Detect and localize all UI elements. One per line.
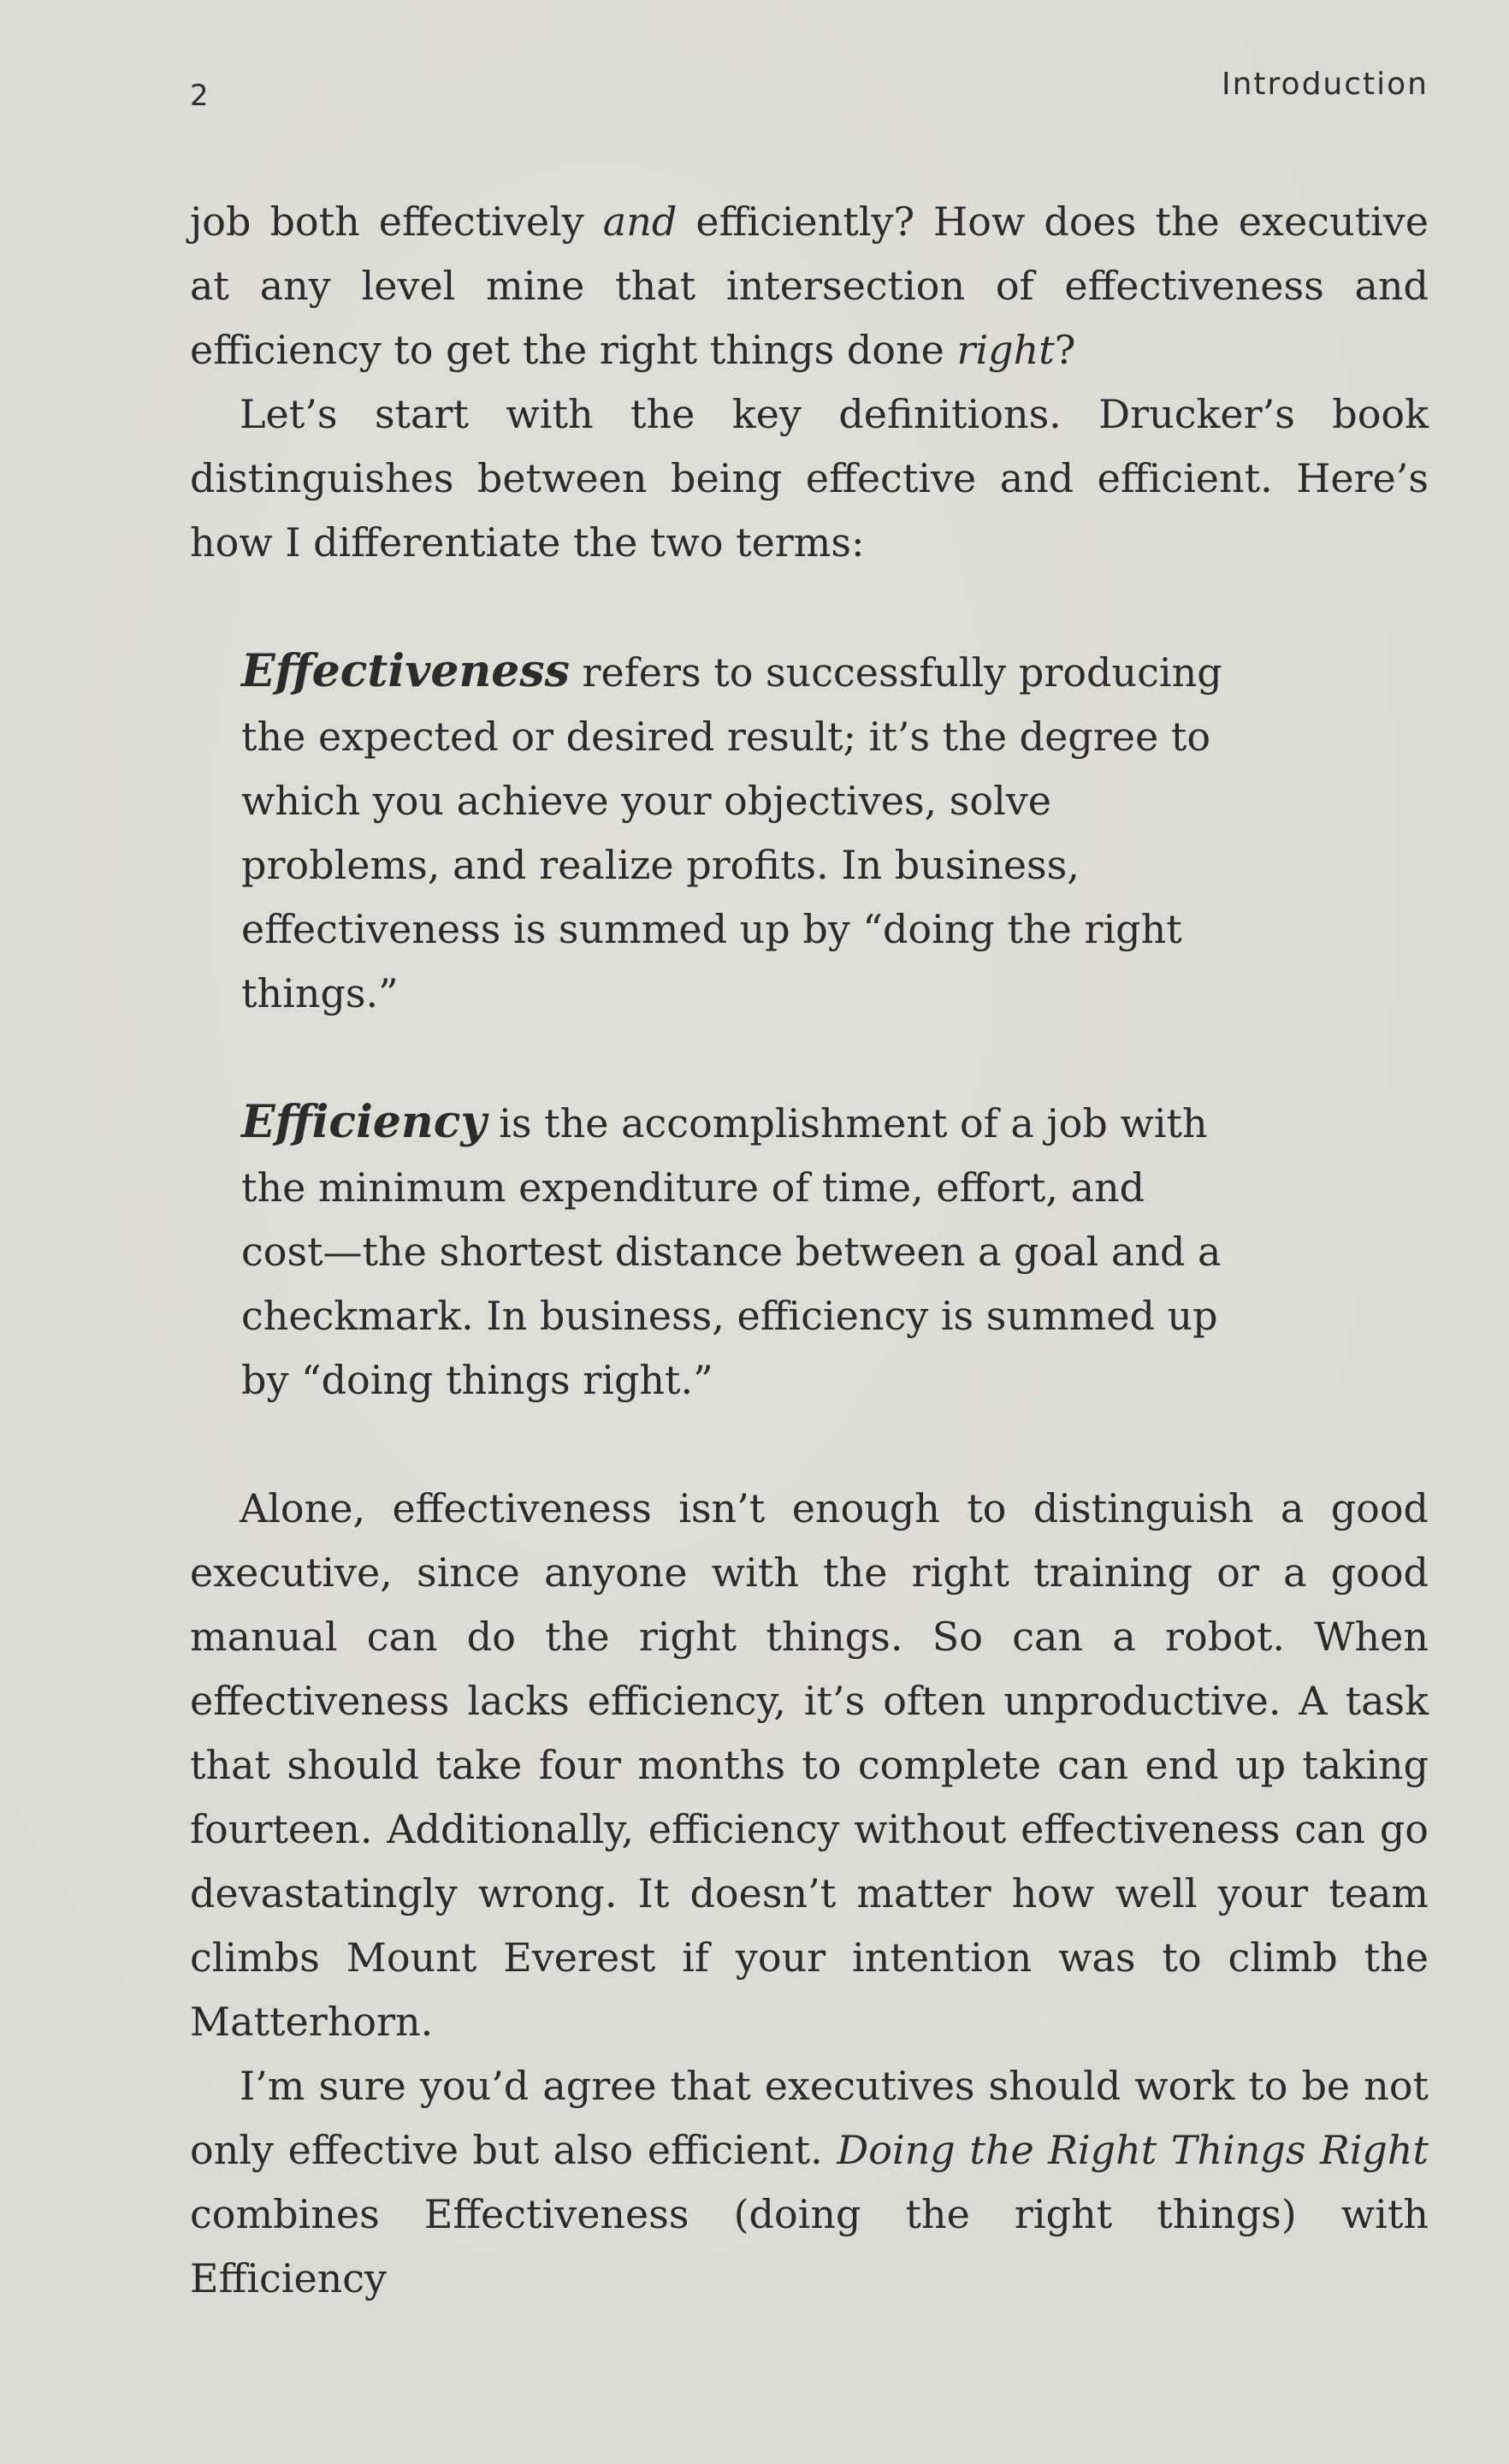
definition-text: refers to successfully producing the expected or desired result; it’s the degree to which you achieve your objectives, solve problems, and realize profits. In business, effectiveness is summed up by “doing the right things.” [241, 649, 1222, 1016]
body-text [190, 190, 1429, 2311]
paragraph-definitions-intro: Let’s start with the key definitions. Drucker’s book distinguishes between being effective and efficient. Here’s how I differentiate the two terms: [190, 391, 1429, 566]
text-run: ? [1054, 327, 1076, 373]
paragraph-opening [190, 190, 1429, 382]
book-title-emphasis: Doing the Right Things Right [837, 2127, 1429, 2173]
definition-text: is the accomplishment of a job with the minimum expenditure of time, effort, and cost—the shortest distance between a goal and a checkmark. In business, efficiency is summed up by “doing things right.” [241, 1100, 1222, 1403]
definition-term: Efficiency [241, 1096, 487, 1148]
section-title: Introduction [1221, 67, 1429, 102]
running-head [190, 67, 1429, 118]
definition-term: Effectiveness [241, 645, 570, 697]
emphasis-text: and [602, 198, 678, 245]
definition-effectiveness [241, 639, 1234, 1026]
text-run: efficiently? How does the executive at any level mine that intersection of effectiveness and efficiency to get the right things done [190, 198, 1429, 373]
emphasis-text: right [956, 327, 1055, 373]
definitions-block [241, 639, 1234, 1413]
page-number: 2 [190, 79, 210, 113]
text-run: job both effectively [190, 198, 603, 245]
text-run: I’m sure you’d agree that executives should work to be not only effective but also efficient. [190, 2063, 1429, 2173]
paragraph-conclusion [190, 2054, 1429, 2311]
definition-efficiency [241, 1090, 1234, 1413]
paragraph-alone: Alone, effectiveness isn’t enough to distinguish a good executive, since anyone with the right training or a good manual can do the right things. So can a robot. When effectiveness lacks efficiency, it’s often unproductive. A task that should take four months to complete can end up taking fourteen. Additionally, efficiency without effectiveness can go devastatingly wrong. It doesn’t matter how well your team climbs Mount Everest if your intention was to climb the Matterhorn. [190, 1485, 1429, 2045]
text-run: combines Effectiveness (doing the right things) with Efficiency [190, 2191, 1429, 2301]
